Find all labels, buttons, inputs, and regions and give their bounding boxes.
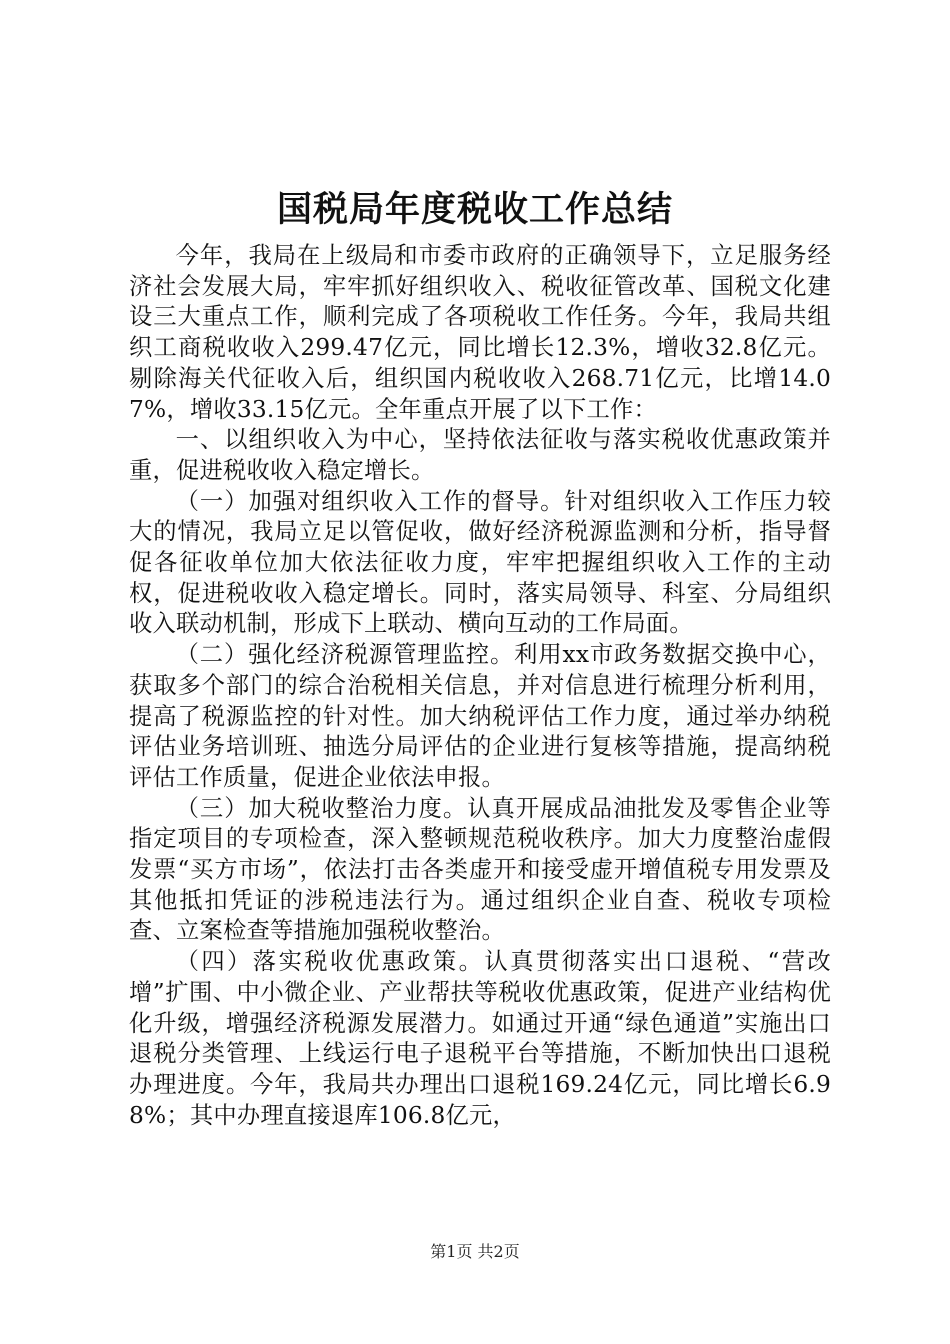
document-title: 国税局年度税收工作总结 (276, 189, 673, 230)
paragraph-item-two: （二）强化经济税源管理监控。利用xx市政务数据交换中心，获取多个部门的综合治税相关信息，并对信息进行梳理分析利用，提高了税源监控的针对性。加大纳税评估工作力度，通过举办纳税评估业务培训班、抽选分局评估的企业进行复核等措施，提高纳税评估工作质量，促进企业依法申报。 (129, 641, 831, 791)
page-number-footer: 第1页 共2页 (430, 1242, 520, 1261)
document-body (129, 241, 831, 1131)
paragraph-item-three: （三）加大税收整治力度。认真开展成品油批发及零售企业等指定项目的专项检查，深入整顿规范税收秩序。加大力度整治虚假发票“买方市场”，依法打击各类虚开和接受虚开增值税专用发票及其他抵扣凭证的涉税违法行为。通过组织企业自查、税收专项检查、立案检查等措施加强税收整治。 (129, 794, 831, 945)
paragraph-item-four: （四）落实税收优惠政策。认真贯彻落实出口退税、“营改增”扩围、中小微企业、产业帮扶等税收优惠政策，促进产业结构优化升级，增强经济税源发展潜力。如通过开通“绿色通道”实施出口退税分类管理、上线运行电子退税平台等措施，不断加快出口退税办理进度。今年，我局共办理出口退税169.24亿元，同比增长6.98%；其中办理直接退库106.8亿元， (129, 948, 831, 1129)
paragraph-intro: 今年，我局在上级局和市委市政府的正确领导下，立足服务经济社会发展大局，牢牢抓好组织收入、税收征管改革、国税文化建设三大重点工作，顺利完成了各项税收工作任务。今年，我局共组织工商税收收入299.47亿元，同比增长12.3%，增收32.8亿元。剔除海关代征收入后，组织国内税收收入268.71亿元，比增14.07%，增收33.15亿元。全年重点开展了以下工作： (129, 242, 831, 423)
paragraph-item-one: （一）加强对组织收入工作的督导。针对组织收入工作压力较大的情况，我局立足以管促收，做好经济税源监测和分析，指导督促各征收单位加大依法征收力度，牢牢把握组织收入工作的主动权，促进税收收入稳定增长。同时，落实局领导、科室、分局组织收入联动机制，形成下上联动、横向互动的工作局面。 (129, 487, 831, 638)
paragraph-section-one-heading: 一、以组织收入为中心，坚持依法征收与落实税收优惠政策并重，促进税收收入稳定增长。 (129, 426, 831, 484)
